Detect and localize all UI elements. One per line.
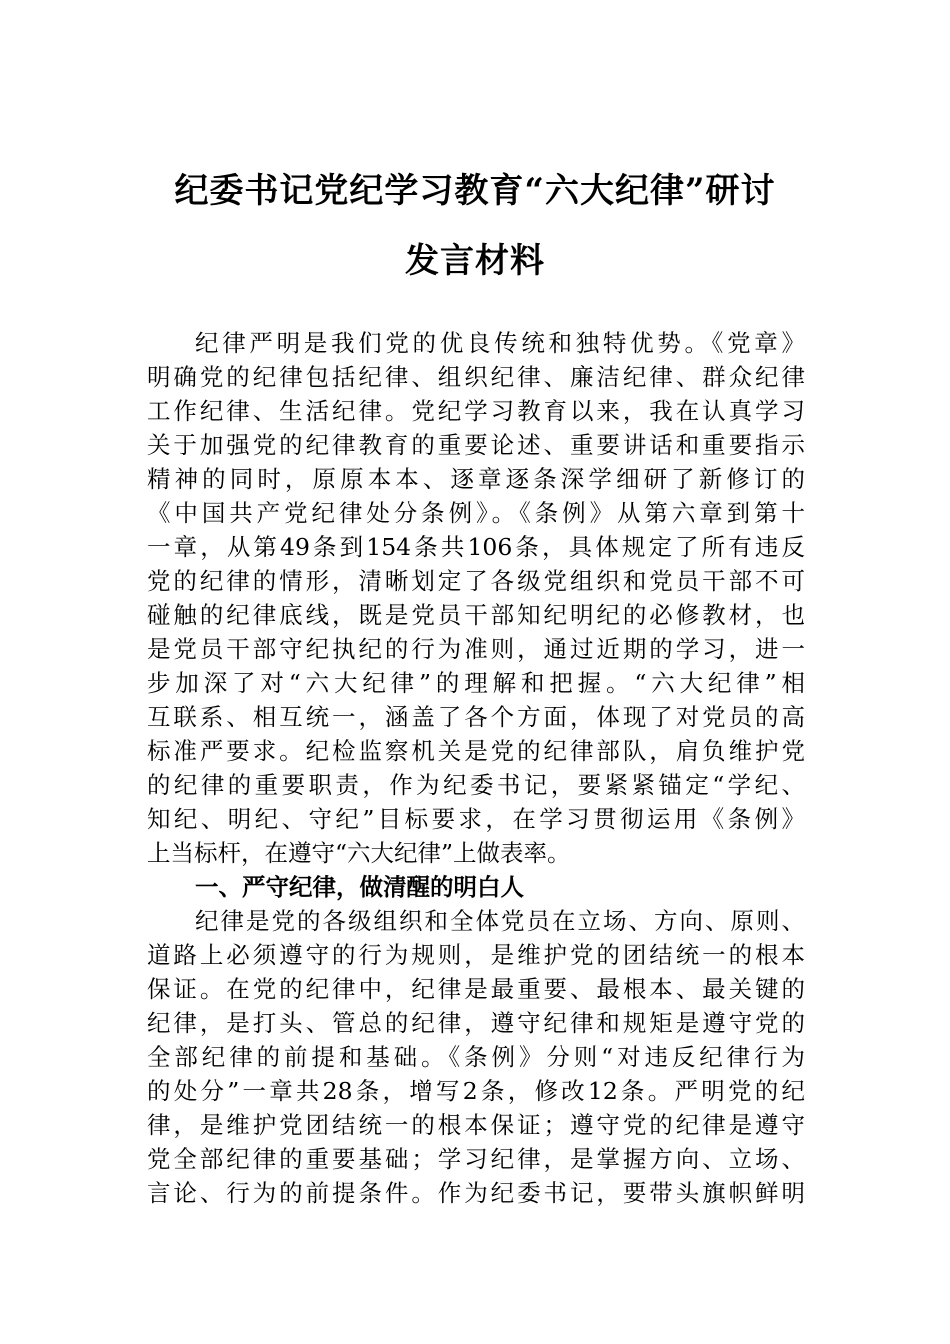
section-1-heading: 一、严守纪律，做清醒的明白人: [195, 873, 524, 901]
paragraph-1-line: 明确党的纪律包括纪律、组织纪律、廉洁纪律、群众纪律: [147, 363, 805, 391]
paragraph-2-line: 党全部纪律的重要基础；学习纪律，是掌握方向、立场、: [147, 1145, 805, 1173]
paragraph-2-line: 纪律，是打头、管总的纪律，遵守纪律和规矩是遵守党的: [147, 1009, 805, 1037]
paragraph-1-line: 步加深了对“六大纪律”的理解和把握。“六大纪律”相: [147, 669, 805, 697]
paragraph-1-line: 是党员干部守纪执纪的行为准则，通过近期的学习，进一: [147, 635, 805, 663]
paragraph-2-line: 全部纪律的前提和基础。《条例》分则“对违反纪律行为: [147, 1043, 805, 1071]
paragraph-2-line: 的处分”一章共28条，增写2条，修改12条。严明党的纪: [147, 1077, 805, 1105]
paragraph-2-line: 律，是维护党团结统一的根本保证；遵守党的纪律是遵守: [147, 1111, 805, 1139]
paragraph-1-line: 党的纪律的情形，清晰划定了各级党组织和党员干部不可: [147, 567, 805, 595]
paragraph-1-line: 互联系、相互统一，涵盖了各个方面，体现了对党员的高: [147, 703, 805, 731]
document-title-line-2: 发言材料: [405, 241, 545, 281]
paragraph-2-line: 言论、行为的前提条件。作为纪委书记，要带头旗帜鲜明: [147, 1179, 805, 1207]
paragraph-1-line: 精神的同时，原原本本、逐章逐条深学细研了新修订的: [147, 465, 805, 493]
paragraph-1-line: 纪律严明是我们党的优良传统和独特优势。《党章》: [195, 329, 805, 357]
paragraph-1-line: 标准严要求。纪检监察机关是党的纪律部队，肩负维护党: [147, 737, 805, 765]
paragraph-1-line: 碰触的纪律底线，既是党员干部知纪明纪的必修教材，也: [147, 601, 805, 629]
paragraph-2-line: 道路上必须遵守的行为规则，是维护党的团结统一的根本: [147, 941, 805, 969]
paragraph-2-line: 纪律是党的各级组织和全体党员在立场、方向、原则、: [195, 907, 805, 935]
paragraph-1-line: 的纪律的重要职责，作为纪委书记，要紧紧锚定“学纪、: [147, 771, 805, 799]
paragraph-1-line: 一章，从第49条到154条共106条，具体规定了所有违反: [147, 533, 805, 561]
paragraph-1-line: 知纪、明纪、守纪”目标要求，在学习贯彻运用《条例》: [147, 805, 805, 833]
paragraph-2-line: 保证。在党的纪律中，纪律是最重要、最根本、最关键的: [147, 975, 805, 1003]
paragraph-1-line: 《中国共产党纪律处分条例》。《条例》从第六章到第十: [147, 499, 805, 527]
paragraph-1-line: 关于加强党的纪律教育的重要论述、重要讲话和重要指示: [147, 431, 805, 459]
paragraph-1-line: 上当标杆，在遵守“六大纪律”上做表率。: [147, 839, 571, 867]
paragraph-1-line: 工作纪律、生活纪律。党纪学习教育以来，我在认真学习: [147, 397, 805, 425]
document-title-line-1: 纪委书记党纪学习教育“六大纪律”研讨: [174, 171, 776, 211]
